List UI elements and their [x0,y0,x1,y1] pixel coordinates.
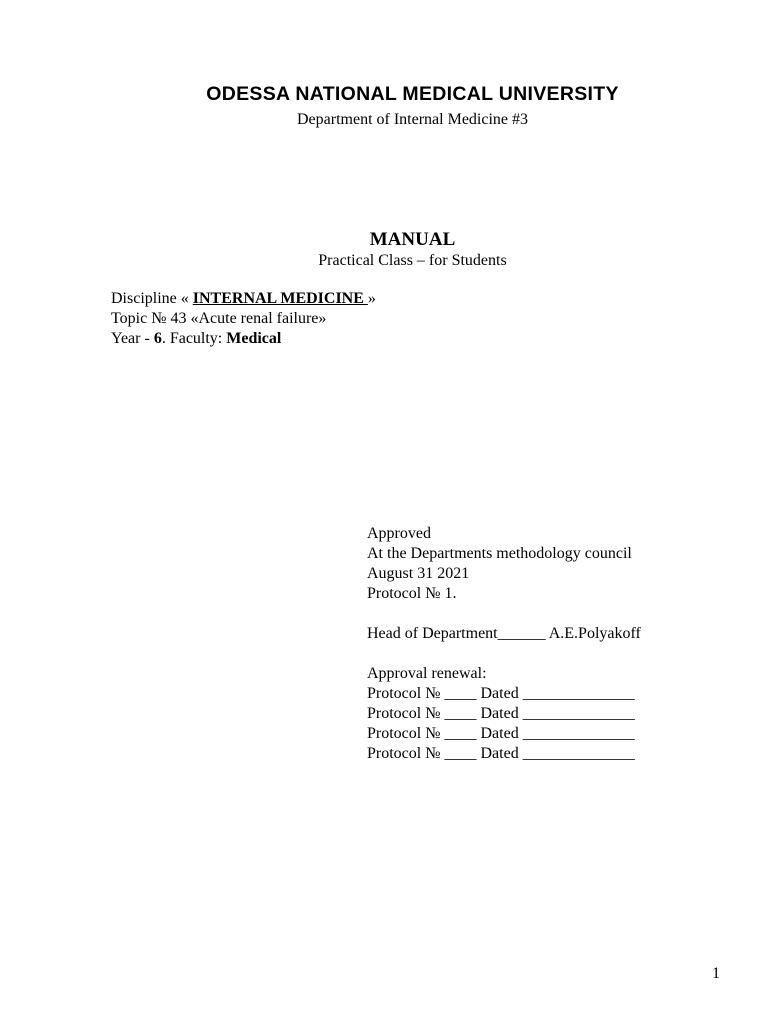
university-name: ODESSA NATIONAL MEDICAL UNIVERSITY [206,83,619,105]
council-line: At the Departments methodology council [367,545,632,562]
renewal-protocol-line: Protocol № ____ Dated ______________ [367,745,635,762]
head-of-department-line: Head of Department______ A.E.Polyakoff [367,625,641,642]
year-value: 6 [153,330,162,347]
renewal-title: Approval renewal: [367,665,487,682]
approved-label: Approved [367,525,431,542]
year-prefix: Year - [111,330,154,347]
manual-subtitle: Practical Class – for Students [318,252,507,269]
faculty-value: Medical [226,330,282,347]
approval-date: August 31 2021 [367,565,470,582]
manual-title: MANUAL [369,229,456,250]
topic-line: Topic № 43 «Acute renal failure» [111,310,327,327]
page-number: 1 [712,965,720,982]
renewal-protocol-line: Protocol № ____ Dated ______________ [367,725,635,742]
spacer [367,644,747,664]
renewal-protocol-line: Protocol № ____ Dated ______________ [367,685,635,702]
course-info [111,289,531,349]
approval-block [367,524,747,764]
discipline-suffix: » [367,290,376,307]
discipline-name: INTERNAL MEDICINE [192,290,368,307]
discipline-line [111,289,531,309]
discipline-prefix: Discipline « [111,290,193,307]
spacer [367,604,747,624]
year-faculty-line [111,329,531,349]
renewal-protocol-line: Protocol № ____ Dated ______________ [367,705,635,722]
protocol-line: Protocol № 1. [367,585,457,602]
faculty-prefix: . Faculty: [161,330,227,347]
department-name: Department of Internal Medicine #3 [296,111,529,128]
